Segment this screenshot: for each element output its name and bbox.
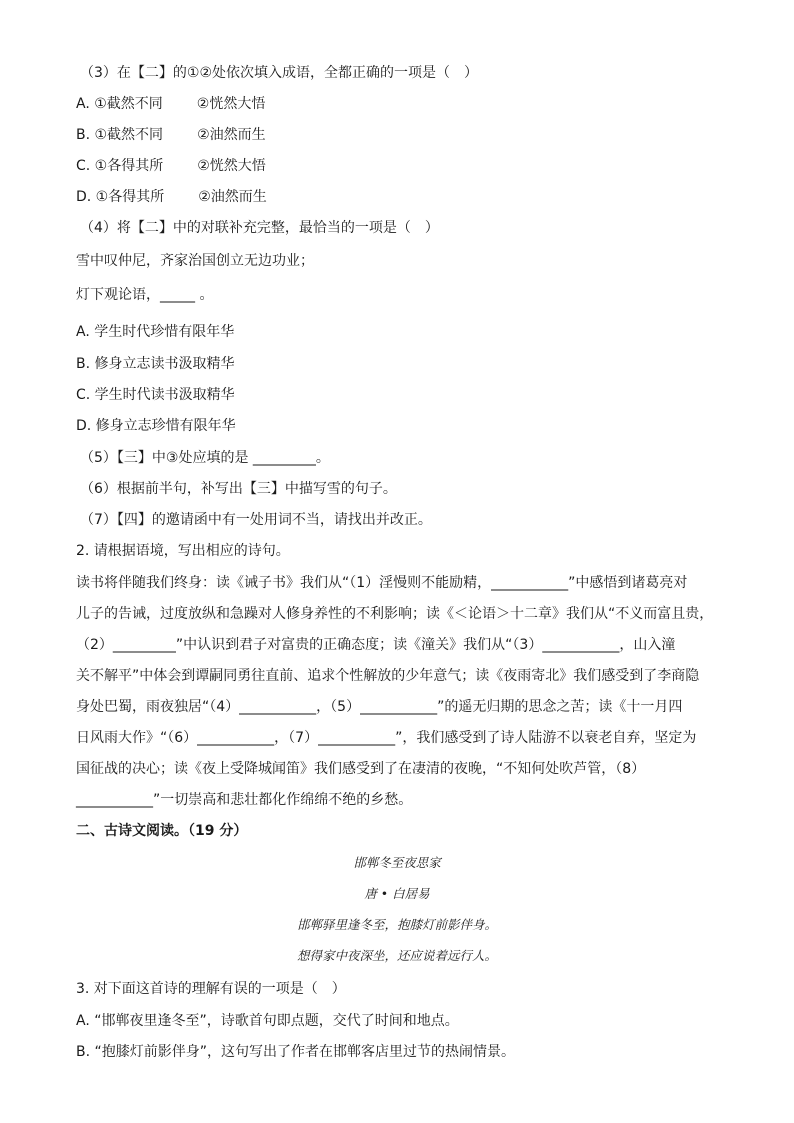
section-2-title: 二、古诗文阅读。（19 分） <box>76 823 248 839</box>
q3b-stem: 3. 对下面这首诗的理解有误的一项是（ ） <box>76 981 346 997</box>
option-d-part1: D. ①各得其所 <box>76 189 165 205</box>
poem-line-1: 邯郸驿里逢冬至，抱膝灯前影伴身。 <box>296 917 497 932</box>
q7: （7）【四】的邀请函中有一处用词不当，请找出并改正。 <box>80 512 432 528</box>
q2-passage-line: 读书将伴随我们终身：读《诫子书》我们从“（1）淫慢则不能励精，___________”中感悟到诸葛亮对 <box>76 575 688 591</box>
couplet-line-1: 雪中叹仲尼，齐家治国创立无边功业； <box>76 253 314 269</box>
option-c-part1: C. ①各得其所 <box>76 158 164 174</box>
option-a-part2: ②恍然大悟 <box>196 96 266 112</box>
option-b-part2: ②油然而生 <box>197 127 266 143</box>
q4-option-b: B. 修身立志读书汲取精华 <box>76 356 235 372</box>
q3-option-d <box>76 188 267 206</box>
q3b-option-a: A. “邯郸夜里逢冬至”，诗歌首句即点题，交代了时间和地点。 <box>76 1013 459 1029</box>
poem-author: 唐 • 白居易 <box>364 886 430 901</box>
q3-option-a <box>76 95 265 113</box>
q4-option-d: D. 修身立志珍惜有限年华 <box>76 418 236 434</box>
q6: （6）根据前半句，补写出【三】中描写雪的句子。 <box>80 481 397 497</box>
poem-line-2: 想得家中夜深坐，还应说着远行人。 <box>296 948 497 963</box>
q3-option-b <box>76 126 266 144</box>
q2-passage-line: （2）_________”中认识到君子对富贵的正确态度；读《潼关》我们从“（3）___________，山入潼 <box>76 637 676 653</box>
q2-passage-line: 国征战的决心；读《夜上受降城闻笛》我们感受到了在凄清的夜晚，“不知何处吹芦管，（8） <box>76 761 646 777</box>
option-c-part2: ②恍然大悟 <box>197 158 266 174</box>
q2-passage-line: 关不解平”中体会到谭嗣同勇往直前、追求个性解放的少年意气；读《夜雨寄北》我们感受到了李商隐 <box>76 668 700 684</box>
q3-option-c <box>76 157 266 175</box>
q2-passage-line: 儿子的告诫，过度放纵和急躁对人修身养性的不利影响；读《＜论语＞十二章》我们从“不义而富且贵， <box>76 606 714 622</box>
couplet-line-2: 灯下观论语，_____ 。 <box>76 287 214 303</box>
q2-passage-line: 日风雨大作》“（6）___________，（7）___________”，我们感受到了诗人陆游不以衰老自弃，坚定为 <box>76 730 697 746</box>
q5: （5）【三】中③处应填的是 _________。 <box>80 450 330 466</box>
q2-title: 2. 请根据语境，写出相应的诗句。 <box>76 543 290 559</box>
q4-option-a: A. 学生时代珍惜有限年华 <box>76 324 235 340</box>
q4-stem: （4）将【二】中的对联补充完整，最恰当的一项是（ ） <box>80 220 439 236</box>
option-a-part1: A. ①截然不同 <box>76 96 163 112</box>
option-d-part2: ②油然而生 <box>198 189 267 205</box>
q3b-option-b: B. “抱膝灯前影伴身”，这句写出了作者在邯郸客店里过节的热闹情景。 <box>76 1044 516 1060</box>
poem-title: 邯郸冬至夜思家 <box>353 855 441 870</box>
option-b-part1: B. ①截然不同 <box>76 127 164 143</box>
q3-stem: （3）在【二】的①②处依次填入成语，全都正确的一项是（ ） <box>80 65 479 81</box>
q2-passage-line: 身处巴蜀，雨夜独居“（4）___________，（5）___________”的遥无归期的思念之苦；读《十一月四 <box>76 699 683 715</box>
q4-option-c: C. 学生时代读书汲取精华 <box>76 387 235 403</box>
q2-passage-line: ___________”一切崇高和悲壮都化作绵绵不绝的乡愁。 <box>76 792 413 808</box>
